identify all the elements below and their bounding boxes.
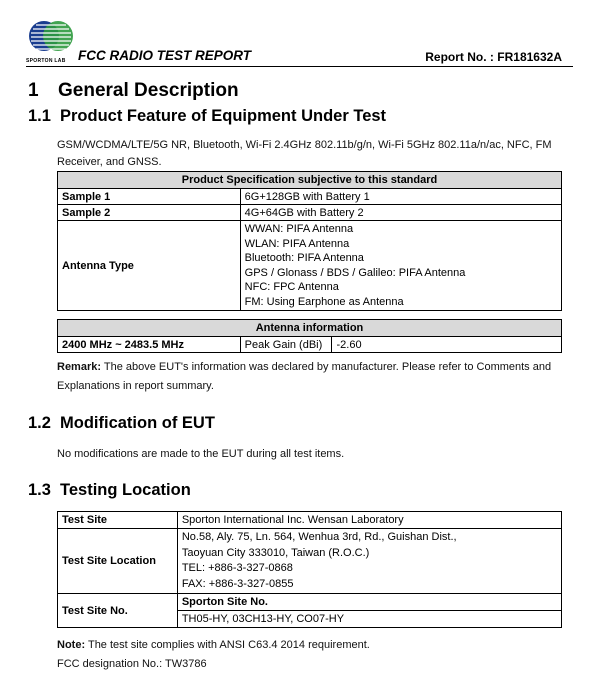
address-line: No.58, Aly. 75, Ln. 564, Wenhua 3rd, Rd., Guishan Dist., xyxy=(181,531,457,543)
test-site-value: Sporton International Inc. Wensan Laboratory xyxy=(177,512,561,529)
antenna-line: WWAN: PIFA Antenna xyxy=(244,223,354,235)
address-line: TEL: +886-3-327-0868 xyxy=(181,562,293,574)
section-1-heading xyxy=(28,80,239,102)
header-divider xyxy=(26,66,573,67)
sporton-site-no-value: TH05-HY, 03CH13-HY, CO07-HY xyxy=(177,611,561,628)
test-site-location-label: Test Site Location xyxy=(58,529,178,594)
section-number: 1.2 xyxy=(28,414,51,432)
antenna-info-header: Antenna information xyxy=(58,320,562,337)
remark-text: The above EUT's information was declared by manufacturer. Please refer to Comments and Explanations in report summary. xyxy=(57,361,552,392)
modification-text: No modifications are made to the EUT during all test items. xyxy=(57,448,345,460)
antenna-band: 2400 MHz ~ 2483.5 MHz xyxy=(58,337,241,353)
sample1-value: 6G+128GB with Battery 1 xyxy=(240,189,561,205)
section-number: 1 xyxy=(28,80,39,101)
section-number: 1.3 xyxy=(28,481,51,499)
antenna-type-label: Antenna Type xyxy=(58,221,241,311)
test-site-label: Test Site xyxy=(58,512,178,529)
section-title: Product Feature of Equipment Under Test xyxy=(60,107,387,125)
address-line: Taoyuan City 333010, Taiwan (R.O.C.) xyxy=(181,546,370,559)
product-spec-table xyxy=(57,171,562,311)
report-number xyxy=(425,50,562,64)
section-title: Testing Location xyxy=(60,481,191,499)
report-number-label: Report No. : xyxy=(425,50,494,64)
fcc-designation: FCC designation No.: TW3786 xyxy=(57,658,207,670)
testing-location-table xyxy=(57,511,562,628)
logo-caption: SPORTON LAB xyxy=(26,58,66,64)
section-title: General Description xyxy=(58,80,239,101)
sample2-label: Sample 2 xyxy=(58,205,241,221)
antenna-type-value xyxy=(240,221,561,311)
note-text: The test site complies with ANSI C63.4 2014 requirement. xyxy=(87,639,370,651)
sporton-site-no-header: Sporton Site No. xyxy=(177,594,561,611)
remark xyxy=(57,358,567,396)
report-number-value: FR181632A xyxy=(497,50,562,64)
product-intro: GSM/WCDMA/LTE/5G NR, Bluetooth, Wi-Fi 2.4GHz 802.11b/g/n, Wi-Fi 5GHz 802.11a/n/ac, NFC, FM Receiver, and GNSS. xyxy=(57,139,552,168)
test-site-location-value xyxy=(177,529,561,594)
antenna-line: NFC: FPC Antenna xyxy=(244,281,339,293)
note-label: Note: xyxy=(57,639,86,651)
report-header xyxy=(26,14,574,66)
sporton-logo-icon xyxy=(28,16,74,62)
section-1-1-heading xyxy=(28,107,386,126)
section-number: 1.1 xyxy=(28,107,51,125)
peak-gain-label: Peak Gain (dBi) xyxy=(240,337,332,353)
section-title: Modification of EUT xyxy=(60,414,215,432)
report-title: FCC RADIO TEST REPORT xyxy=(78,48,252,63)
antenna-info-table xyxy=(57,319,562,353)
remark-label: Remark: xyxy=(57,361,102,373)
peak-gain-value: -2.60 xyxy=(332,337,562,353)
section-1-3-heading xyxy=(28,481,191,500)
antenna-line: FM: Using Earphone as Antenna xyxy=(244,295,404,308)
section-1-2-heading xyxy=(28,414,215,433)
note xyxy=(57,637,370,654)
antenna-line: Bluetooth: PIFA Antenna xyxy=(244,252,364,264)
sample1-label: Sample 1 xyxy=(58,189,241,205)
address-line: FAX: +886-3-327-0855 xyxy=(181,577,294,590)
test-site-no-label: Test Site No. xyxy=(58,594,178,628)
sample2-value: 4G+64GB with Battery 2 xyxy=(240,205,561,221)
antenna-line: WLAN: PIFA Antenna xyxy=(244,237,350,250)
spec-table-header: Product Specification subjective to this standard xyxy=(58,172,562,189)
antenna-line: GPS / Glonass / BDS / Galileo: PIFA Antenna xyxy=(244,266,466,279)
